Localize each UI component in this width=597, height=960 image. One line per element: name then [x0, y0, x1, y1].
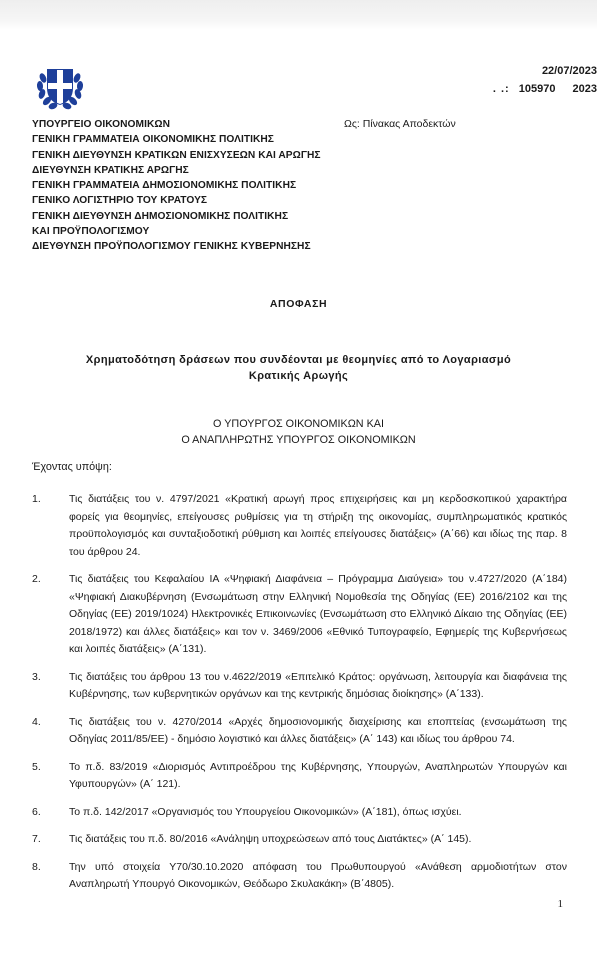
item-text: Τις διατάξεις του ν. 4270/2014 «Αρχές δημοσιονομικής διαχείρισης και εποπτείας (ενσωμάτωση της Οδηγίας 2011/85/ΕΕ) - δημόσιο λογιστικό και άλλες διατάξεις» (Α΄ 143) και ιδίως του άρθρου 74. [69, 715, 567, 745]
item-text: Τις διατάξεις του ν. 4797/2021 «Κρατική αρωγή προς επιχειρήσεις και μη κερδοσκοπικού χαρακτήρα φορείς για θεομηνίες, επείγουσες ρυθμίσεις για τη στήριξη της οικονομίας, συμπληρωματικός κρατικός προϋπολογισμός και συνταξιοδοτική ρύθμιση και λοιπές επείγουσες διατάξεις» (Α΄66) και ιδίως της παρ. 8 του άρθρου 24. [69, 493, 567, 558]
list-item [32, 571, 567, 659]
document-reference [487, 62, 597, 98]
subject-line: Κρατικής Αρωγής [248, 370, 349, 382]
decision-subject [0, 352, 597, 384]
page-number: 1 [557, 898, 563, 910]
minister-line: Ο ΑΝΑΠΛΗΡΩΤΗΣ ΥΠΟΥΡΓΟΣ ΟΙΚΟΝΟΜΙΚΩΝ [181, 434, 416, 446]
list-item [32, 859, 567, 894]
ministers-heading [0, 416, 597, 448]
authority-line: ΚΑΙ ΠΡΟΫΠΟΛΟΓΙΣΜΟΥ [32, 226, 150, 238]
protocol-number-row [487, 80, 597, 98]
top-bar [0, 0, 597, 30]
item-number: 3. [32, 670, 41, 683]
minister-line: Ο ΥΠΟΥΡΓΟΣ ΟΙΚΟΝΟΜΙΚΩΝ ΚΑΙ [213, 418, 384, 430]
item-number: 4. [32, 715, 41, 728]
item-text: Την υπό στοιχεία Υ70/30.10.2020 απόφαση του Πρωθυπουργού «Ανάθεση αρμοδιοτήτων στον Αναπληρωτή Υπουργό Οικονομικών, Θεόδωρο Σκυλακάκη» (Β΄4805). [69, 860, 567, 890]
item-text: Τις διατάξεις του π.δ. 80/2016 «Ανάληψη υποχρεώσεων από τους Διατάκτες» (Α΄ 145). [69, 833, 472, 845]
item-number: 6. [32, 805, 41, 818]
list-item [32, 669, 567, 704]
authority-line: ΓΕΝΙΚΗ ΔΙΕΥΘΥΝΣΗ ΔΗΜΟΣΙΟΝΟΜΙΚΗΣ ΠΟΛΙΤΙΚΗΣ [32, 210, 289, 222]
authority-line: ΔΙΕΥΘΥΝΣΗ ΠΡΟΫΠΟΛΟΓΙΣΜΟΥ ΓΕΝΙΚΗΣ ΚΥΒΕΡΝΗΣΗΣ [32, 241, 311, 253]
item-text: Τις διατάξεις του Κεφαλαίου ΙΑ «Ψηφιακή Διαφάνεια – Πρόγραμμα Διαύγεια» του ν.4727/2020 (Α΄184) «Ψηφιακή Διακυβέρνηση (Ενσωμάτωση στην Ελληνική Νομοθεσία της Οδηγίας (ΕΕ) 2016/2102 και της Οδηγίας (ΕΕ) 2019/1024) Ηλεκτρονικές Επικοινωνίες (Ενσωμάτωση στο Ελληνικό Δίκαιο της Οδηγίας (ΕΕ) 2018/1972) και άλλες διατάξεις» και τον ν. 3469/2006 «Εθνικό Τυπογραφείο, Εφημερίς της Κυβερνήσεως και λοιπές διατάξεις» (Α΄131). [69, 573, 567, 655]
subject-line: Χρηματοδότηση δράσεων που συνδέονται με θεομηνίες από το Λογαριασμό [85, 354, 512, 366]
authority-line: ΔΙΕΥΘΥΝΣΗ ΚΡΑΤΙΚΗΣ ΑΡΩΓΗΣ [32, 164, 189, 176]
item-text: Το π.δ. 142/2017 «Οργανισμός του Υπουργείου Οικονομικών» (Α΄181), όπως ισχύει. [69, 805, 462, 818]
authority-line: ΓΕΝΙΚΟ ΛΟΓΙΣΤΗΡΙΟ ΤΟΥ ΚΡΑΤΟΥΣ [32, 195, 208, 207]
list-item [32, 491, 567, 561]
protocol-year: 2023 [572, 83, 597, 95]
item-number: 1. [32, 493, 41, 505]
issuing-authorities [32, 117, 321, 255]
list-item [32, 714, 567, 749]
item-number: 7. [32, 833, 41, 845]
item-number: 8. [32, 860, 41, 873]
document-date: 22/07/2023 [541, 65, 597, 77]
list-item [32, 831, 567, 849]
protocol-number: 105970 [518, 83, 556, 95]
protocol-prefix: . .: [492, 83, 510, 95]
authority-line: ΥΠΟΥΡΓΕΙΟ ΟΙΚΟΝΟΜΙΚΩΝ [32, 119, 170, 130]
item-text: Τις διατάξεις του άρθρου 13 του ν.4622/2019 «Επιτελικό Κράτος: οργάνωση, λειτουργία και διαφάνεια της Κυβέρνησης, των κυβερνητικών οργάνων και της κεντρικής δημόσιας διοίκησης» (Α΄133). [69, 670, 567, 700]
recipients-label: Ως: Πίνακας Αποδεκτών [344, 118, 456, 130]
considerations-list [32, 491, 567, 904]
greek-coat-of-arms-emblem [30, 56, 90, 116]
authority-line: ΓΕΝΙΚΗ ΓΡΑΜΜΑΤΕΙΑ ΟΙΚΟΝΟΜΙΚΗΣ ΠΟΛΙΤΙΚΗΣ [32, 134, 274, 146]
authority-line: ΓΕΝΙΚΗ ΓΡΑΜΜΑΤΕΙΑ ΔΗΜΟΣΙΟΝΟΜΙΚΗΣ ΠΟΛΙΤΙΚΗΣ [32, 180, 297, 192]
list-item [32, 759, 567, 794]
decision-title: ΑΠΟΦΑΣΗ [269, 298, 328, 310]
item-number: 5. [32, 760, 41, 773]
item-number: 2. [32, 573, 41, 585]
item-text: Το π.δ. 83/2019 «Διορισμός Αντιπροέδρου της Κυβέρνησης, Υπουργών, Αναπληρωτών Υπουργών και Υφυπουργών» (Α΄ 121). [69, 760, 567, 790]
list-item [32, 804, 567, 822]
having-regard-label: Έχοντας υπόψη: [32, 461, 112, 473]
authority-line: ΓΕΝΙΚΗ ΔΙΕΥΘΥΝΣΗ ΚΡΑΤΙΚΩΝ ΕΝΙΣΧΥΣΕΩΝ ΚΑΙ ΑΡΩΓΗΣ [32, 149, 321, 161]
